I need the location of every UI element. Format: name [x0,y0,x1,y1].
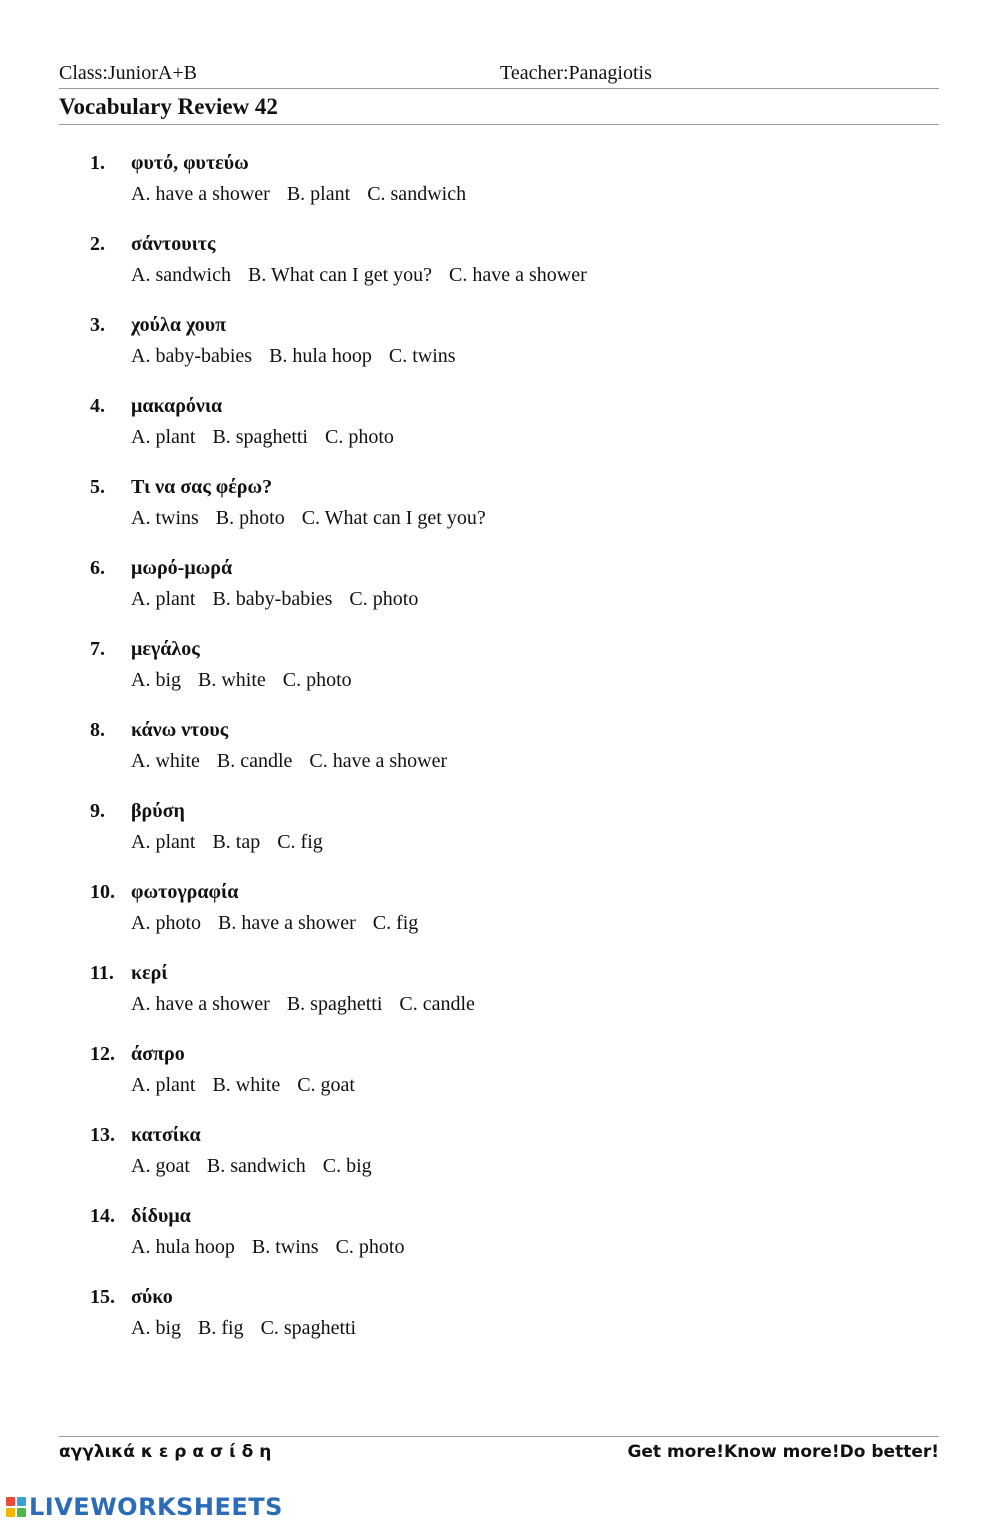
question-number: 1. [90,152,105,174]
question-item [0,312,1000,393]
question-word: χούλα χουπ [131,314,227,336]
question-word: μεγάλος [131,638,200,660]
answer-option[interactable]: C. photo [349,588,419,610]
answer-option[interactable]: A. have a shower [131,183,270,205]
question-word: κερί [131,962,168,984]
question-item [0,393,1000,474]
question-word: βρύση [131,800,185,822]
footer-slogan: Get more!Know more!Do better! [627,1442,939,1462]
question-number: 8. [90,719,105,741]
question-item [0,150,1000,231]
answer-option[interactable]: B. What can I get you? [247,264,432,286]
answer-option[interactable]: C. sandwich [367,183,467,205]
answer-option[interactable]: A. plant [131,1074,196,1096]
answer-option[interactable]: A. photo [131,912,201,934]
answer-option[interactable]: B. plant [286,183,351,205]
question-number: 9. [90,800,105,822]
liveworksheets-logo-icon [6,1497,26,1517]
question-item [0,474,1000,555]
logo-square [17,1497,26,1506]
answer-options [131,829,340,855]
question-number: 14. [90,1205,115,1227]
answer-options [131,424,411,450]
answer-option[interactable]: A. baby-babies [131,345,253,367]
answer-option[interactable]: B. candle [216,750,293,772]
answer-option[interactable]: A. sandwich [131,264,231,286]
question-item [0,1122,1000,1203]
question-word: φωτογραφία [131,881,239,903]
answer-options [131,343,473,369]
question-item [0,960,1000,1041]
answer-option[interactable]: C. have a shower [309,750,448,772]
question-number: 12. [90,1043,115,1065]
answer-option[interactable]: A. goat [131,1155,190,1177]
answer-option[interactable]: A. plant [131,588,196,610]
answer-option[interactable]: B. hula hoop [269,345,372,367]
brand-name: LIVEWORKSHEETS [29,1493,283,1521]
answer-options [131,505,503,531]
answer-option[interactable]: A. twins [131,507,199,529]
question-item [0,1041,1000,1122]
answer-option[interactable]: C. big [322,1155,372,1177]
question-number: 4. [90,395,105,417]
question-word: κατσίκα [131,1124,201,1146]
question-item [0,879,1000,960]
logo-square [17,1508,26,1517]
answer-option[interactable]: A. have a shower [131,993,270,1015]
question-number: 10. [90,881,115,903]
answer-options [131,748,464,774]
question-list [0,150,1000,1365]
question-number: 7. [90,638,105,660]
answer-option[interactable]: C. What can I get you? [301,507,486,529]
answer-option[interactable]: B. twins [251,1236,319,1258]
answer-option[interactable]: B. photo [215,507,285,529]
answer-option[interactable]: A. plant [131,831,196,853]
document-header [59,62,939,89]
answer-option[interactable]: B. spaghetti [286,993,383,1015]
answer-option[interactable]: B. baby-babies [212,588,333,610]
answer-options [131,262,604,288]
question-word: φυτό, φυτεύω [131,152,249,174]
question-item [0,1284,1000,1365]
answer-option[interactable]: C. fig [372,912,419,934]
liveworksheets-brand[interactable] [6,1493,283,1521]
question-number: 13. [90,1124,115,1146]
logo-square [6,1508,15,1517]
answer-option[interactable]: A. hula hoop [131,1236,235,1258]
answer-option[interactable]: C. photo [324,426,394,448]
answer-options [131,1315,373,1341]
answer-option[interactable]: B. white [198,669,266,691]
answer-option[interactable]: C. photo [282,669,352,691]
question-number: 2. [90,233,105,255]
answer-options [131,1234,421,1260]
question-number: 6. [90,557,105,579]
answer-options [131,1153,389,1179]
question-word: σάντουιτς [131,233,216,255]
answer-options [131,181,483,207]
question-number: 11. [90,962,114,984]
answer-options [131,991,492,1017]
answer-option[interactable]: B. spaghetti [212,426,308,448]
question-item [0,636,1000,717]
question-item [0,1203,1000,1284]
answer-option[interactable]: C. fig [277,831,323,853]
answer-options [131,586,435,612]
answer-option[interactable]: A. big [131,1317,181,1339]
question-number: 15. [90,1286,115,1308]
answer-options [131,667,369,693]
footer-divider [59,1436,939,1437]
question-item [0,717,1000,798]
page-title: Vocabulary Review 42 [59,94,939,125]
class-label: Class:JuniorA+B [59,62,197,84]
answer-option[interactable]: C. spaghetti [260,1317,357,1339]
answer-option[interactable]: B. white [212,1074,281,1096]
answer-option[interactable]: A. big [131,669,181,691]
question-word: σύκο [131,1286,173,1308]
footer-left-text: αγγλικά κ ε ρ α σ ί δ η [59,1442,272,1462]
answer-option[interactable]: A. white [131,750,200,772]
logo-square [6,1497,15,1506]
question-item [0,231,1000,312]
answer-option[interactable]: C. goat [297,1074,355,1096]
answer-option[interactable]: B. tap [212,831,261,853]
question-number: 3. [90,314,105,336]
answer-options [131,1072,372,1098]
question-word: μακαρόνια [131,395,223,417]
teacher-label: Teacher:Panagiotis [500,62,652,84]
answer-option[interactable]: B. sandwich [206,1155,306,1177]
question-word: κάνω ντους [131,719,229,741]
answer-option[interactable]: B. have a shower [218,912,356,934]
answer-option[interactable]: B. fig [198,1317,244,1339]
answer-option[interactable]: C. candle [399,993,475,1015]
answer-option[interactable]: A. plant [131,426,196,448]
question-item [0,555,1000,636]
question-word: άσπρο [131,1043,185,1065]
question-word: Τι να σας φέρω? [131,476,273,498]
question-word: δίδυμα [131,1205,191,1227]
answer-option[interactable]: C. photo [335,1236,405,1258]
answer-option[interactable]: C. twins [388,345,456,367]
question-item [0,798,1000,879]
answer-option[interactable]: C. have a shower [449,264,587,286]
answer-options [131,910,435,936]
question-word: μωρό-μωρά [131,557,233,579]
question-number: 5. [90,476,105,498]
